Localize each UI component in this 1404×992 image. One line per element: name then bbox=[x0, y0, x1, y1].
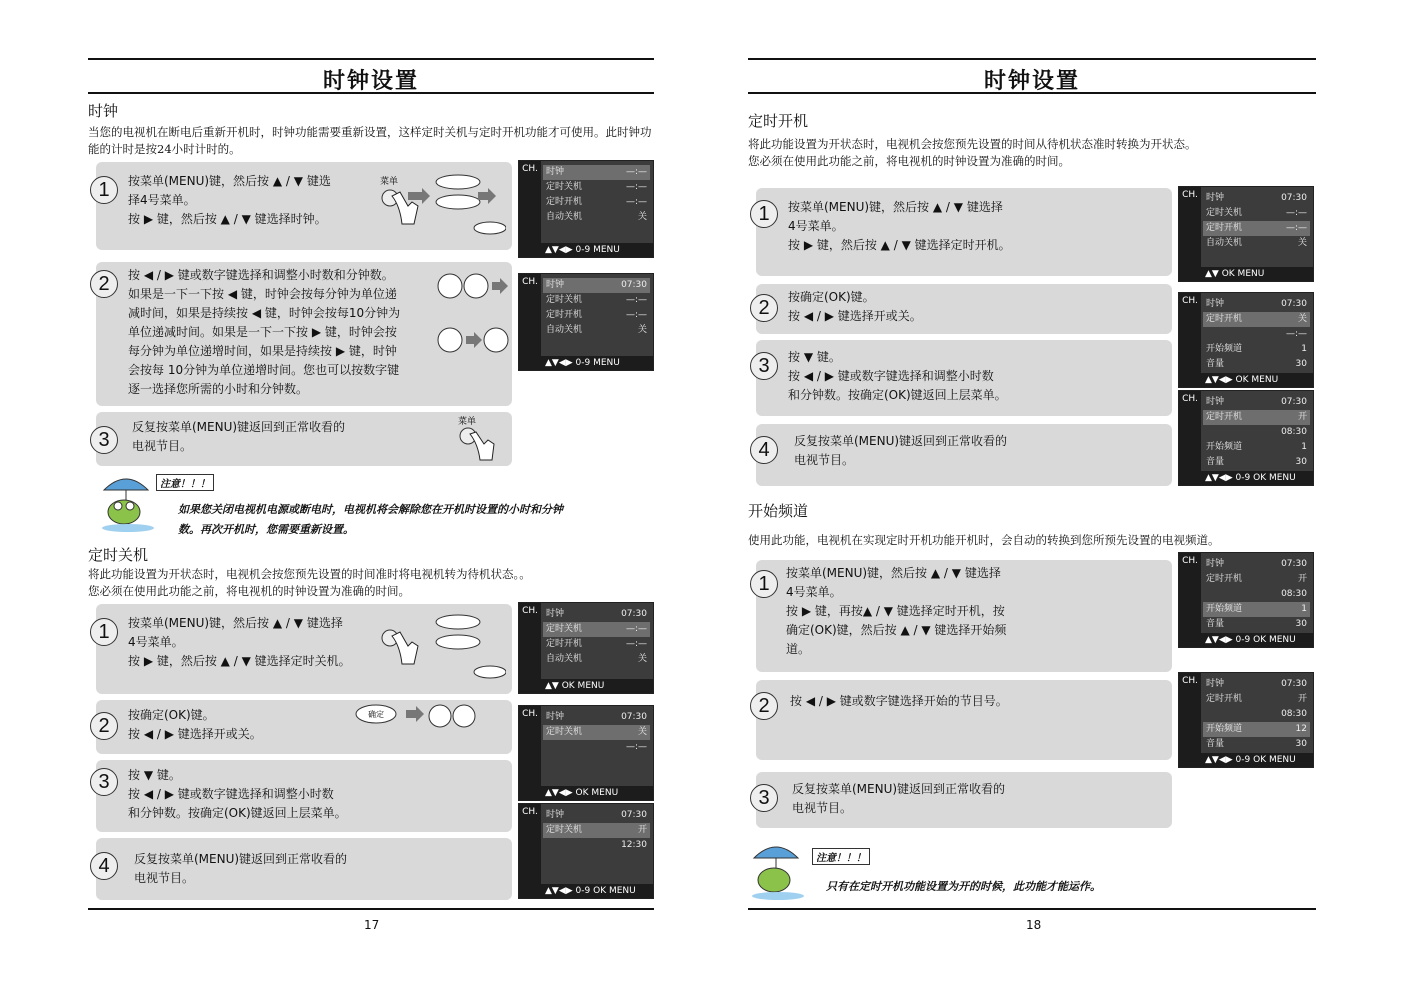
step-text: 按菜单(MENU)键，然后按 ▲ / ▼ 键选择 4号菜单。 按 ▶ 键，然后按 ▲ / ▼ 键选择定时开机。 bbox=[788, 200, 1011, 252]
step-number: 1 bbox=[750, 200, 778, 228]
step-number: 2 bbox=[90, 712, 118, 740]
osd-row: 开始频道 12 bbox=[1203, 722, 1310, 737]
osd-row: —:— bbox=[625, 742, 647, 752]
osd-row: 定时开机 —:— bbox=[546, 310, 647, 320]
osd-row: 定时开机 开 bbox=[1203, 410, 1310, 425]
step-number: 2 bbox=[750, 692, 778, 720]
page-18 bbox=[702, 0, 1404, 992]
step-text: 按确定(OK)键。 按 ◀ / ▶ 键选择开或关。 bbox=[788, 290, 922, 323]
osd-menu: CH. 时钟 07:30 定时关机 —:— 定时开机 —:— 自动关机 关 ▲▼ OK MENU bbox=[1178, 186, 1314, 282]
step-text: 反复按菜单(MENU)键返回到正常收看的 电视节目。 bbox=[134, 852, 348, 885]
top-rule bbox=[748, 58, 1316, 60]
step-number: 3 bbox=[90, 426, 118, 454]
osd-row: 定时开机 关 bbox=[1203, 312, 1310, 327]
osd-menu: CH. 时钟 07:30 定时关机 —:— 定时开机 —:— 自动关机 关 ▲▼ OK MENU bbox=[518, 602, 654, 694]
step-text: 反复按菜单(MENU)键返回到正常收看的 电视节目。 bbox=[132, 420, 346, 453]
step-text: 按 ◀ / ▶ 键或数字键选择和调整小时数和分钟数。 如果是一下一下按 ◀ 键，时钟会按每分钟为单位递 减时间，如果是持续按 ◀ 键，时钟会按每10分钟为 单位递减时间。如果是一下一下按 ▶ 键，时钟会按 每分钟为单位递增时间，如果是持续按 ▶ 键，时钟 会按每 10分钟为单位递增时间。您也可以按数字键 逐一选择您所需的小时和分钟数。 bbox=[128, 268, 401, 396]
clock-heading: 时钟 bbox=[88, 102, 119, 120]
off-timer-intro: 将此功能设置为开状态时，电视机会按您预先设置的时间准时将电视机转为待机状态。。 您必须在使用此功能之前，将电视机的时钟设置为准确的时间。 bbox=[88, 567, 531, 598]
menu-button-hand-icon bbox=[456, 414, 496, 468]
osd-menu: CH. 时钟 07:30 定时开机 开 08:30 开始频道 12 音量 30 ▲▼◀▶ 0-9 OK MENU bbox=[1178, 672, 1314, 768]
clock-step-3 bbox=[96, 412, 512, 466]
osd-row: 音量 30 bbox=[1206, 359, 1307, 369]
channel-step-2 bbox=[756, 680, 1172, 760]
channel-step-1 bbox=[756, 560, 1172, 672]
osd-menu: CH. 时钟 07:30 定时开机 关 —:— 开始频道 1 音量 30 ▲▼◀▶ OK MENU bbox=[1178, 292, 1314, 388]
on-timer-heading: 定时开机 bbox=[748, 112, 809, 130]
step-text: 按 ▼ 键。 按 ◀ / ▶ 键或数字键选择和调整小时数 和分钟数。按确定(OK)键返回上层菜单。 bbox=[128, 768, 347, 820]
svg-text:菜单: 菜单 bbox=[458, 417, 477, 427]
osd-row: 开始频道 1 bbox=[1206, 344, 1307, 354]
osd-menu: CH. 时钟 07:30 定时关机 关 —:— ▲▼◀▶ OK MENU bbox=[518, 705, 654, 801]
page-title: 时钟设置 bbox=[983, 69, 1080, 94]
top-rule bbox=[88, 58, 654, 60]
osd-row: 时钟 07:30 bbox=[1206, 559, 1307, 569]
osd-menu: CH. 时钟 —:— 定时关机 —:— 定时开机 —:— 自动关机 关 ▲▼◀▶ 0-9 MENU bbox=[518, 160, 654, 258]
off-step-2 bbox=[96, 700, 512, 754]
osd-row: 定时开机 开 bbox=[1206, 574, 1307, 584]
remote-icon bbox=[354, 702, 484, 756]
step-text: 按菜单(MENU)键，然后按 ▲ / ▼ 键选 择4号菜单。 按 ▶ 键，然后按 ▲ / ▼ 键选择时钟。 bbox=[128, 174, 331, 226]
note-label: 注意！！！ bbox=[156, 474, 214, 491]
osd-row bbox=[543, 755, 650, 770]
osd-row: —:— bbox=[1285, 329, 1307, 339]
step-number: 2 bbox=[750, 294, 778, 322]
osd-menu: CH. 时钟 07:30 定时开机 开 08:30 开始频道 1 音量 30 ▲▼◀▶ 0-9 OK MENU bbox=[1178, 552, 1314, 648]
title-rule bbox=[88, 92, 654, 94]
on-step-2 bbox=[756, 284, 1172, 334]
osd-row: 时钟 07:30 bbox=[546, 609, 647, 619]
osd-row: 定时开机 —:— bbox=[546, 639, 647, 649]
osd-row: 自动关机 关 bbox=[546, 212, 647, 222]
bottom-rule bbox=[748, 908, 1316, 910]
step-number: 4 bbox=[750, 436, 778, 464]
osd-row: 时钟 07:30 bbox=[546, 712, 647, 722]
svg-text:确定: 确定 bbox=[368, 710, 384, 719]
osd-row: 时钟 07:30 bbox=[546, 810, 647, 820]
page-number: 18 bbox=[1026, 918, 1042, 932]
osd-row: 定时关机 开 bbox=[543, 823, 650, 838]
osd-row: 12:30 bbox=[621, 840, 647, 850]
osd-row: 自动关机 关 bbox=[546, 325, 647, 335]
page-title: 时钟设置 bbox=[322, 69, 419, 94]
osd-row: 08:30 bbox=[1281, 427, 1307, 437]
osd-row: 08:30 bbox=[1281, 709, 1307, 719]
step-text: 按 ▼ 键。 按 ◀ / ▶ 键或数字键选择和调整小时数 和分钟数。按确定(OK)键返回上层菜单。 bbox=[788, 350, 1007, 402]
remote-icon bbox=[378, 170, 506, 252]
on-step-4 bbox=[756, 424, 1172, 486]
osd-row: 定时开机 开 bbox=[1206, 694, 1307, 704]
step-number: 1 bbox=[90, 176, 118, 204]
off-step-3 bbox=[96, 760, 512, 832]
note-label: 注意！！！ bbox=[812, 848, 870, 865]
step-text: 按菜单(MENU)键，然后按 ▲ / ▼ 键选择 4号菜单。 按 ▶ 键，然后按 ▲ / ▼ 键选择定时关机。 bbox=[128, 616, 351, 668]
osd-row: 开始频道 1 bbox=[1203, 602, 1310, 617]
step-text: 按 ◀ / ▶ 键或数字键选择开始的节目号。 bbox=[790, 694, 1008, 708]
clock-step-1 bbox=[96, 162, 512, 250]
start-channel-heading: 开始频道 bbox=[748, 502, 809, 520]
remote-icon bbox=[378, 610, 506, 694]
off-step-1 bbox=[96, 604, 512, 694]
step-text: 反复按菜单(MENU)键返回到正常收看的 电视节目。 bbox=[794, 434, 1008, 467]
step-number: 3 bbox=[90, 768, 118, 796]
osd-row: 开始频道 1 bbox=[1206, 442, 1307, 452]
osd-row: 时钟 07:30 bbox=[1206, 299, 1307, 309]
svg-text:菜单: 菜单 bbox=[380, 177, 399, 187]
step-number: 1 bbox=[90, 618, 118, 646]
osd-menu: CH. 时钟 07:30 定时关机 —:— 定时开机 —:— 自动关机 关 ▲▼◀▶ 0-9 MENU bbox=[518, 273, 654, 371]
osd-row: 定时关机 关 bbox=[543, 725, 650, 740]
osd-row: 自动关机 关 bbox=[546, 654, 647, 664]
remote-icon bbox=[436, 266, 510, 360]
frog-umbrella-icon bbox=[100, 472, 156, 536]
title-rule bbox=[748, 92, 1316, 94]
osd-row bbox=[543, 853, 650, 868]
channel-step-3 bbox=[756, 772, 1172, 828]
page-number: 17 bbox=[364, 918, 380, 932]
osd-row: 定时关机 —:— bbox=[546, 182, 647, 192]
osd-row: 自动关机 关 bbox=[1206, 238, 1307, 248]
osd-row: 定时关机 —:— bbox=[1206, 208, 1307, 218]
channel-note: 只有在定时开机功能设置为开的时候，此功能才能运作。 bbox=[826, 880, 1101, 893]
osd-row: 音量 30 bbox=[1206, 619, 1307, 629]
clock-step-2 bbox=[96, 262, 512, 406]
osd-row: 定时开机 —:— bbox=[1203, 221, 1310, 236]
osd-row: 音量 30 bbox=[1206, 457, 1307, 467]
osd-menu: CH. 时钟 07:30 定时开机 开 08:30 开始频道 1 音量 30 ▲▼◀▶ 0-9 OK MENU bbox=[1178, 390, 1314, 486]
osd-row: 定时关机 —:— bbox=[543, 622, 650, 637]
step-text: 按确定(OK)键。 按 ◀ / ▶ 键选择开或关。 bbox=[128, 708, 262, 741]
on-step-1 bbox=[756, 188, 1172, 276]
step-text: 反复按菜单(MENU)键返回到正常收看的 电视节目。 bbox=[792, 782, 1006, 815]
off-step-4 bbox=[96, 838, 512, 900]
off-timer-heading: 定时关机 bbox=[88, 546, 149, 564]
osd-row: 时钟 —:— bbox=[543, 165, 650, 180]
osd-row: 时钟 07:30 bbox=[1206, 193, 1307, 203]
step-text: 按菜单(MENU)键，然后按 ▲ / ▼ 键选择 4号菜单。 按 ▶ 键，再按▲ / ▼ 键选择定时开机，按 确定(OK)键，然后按 ▲ / ▼ 键选择开始频 道。 bbox=[786, 566, 1007, 656]
osd-row: 时钟 07:30 bbox=[1206, 397, 1307, 407]
osd-row: 时钟 07:30 bbox=[543, 278, 650, 293]
clock-intro: 当您的电视机在断电后重新开机时，时钟功能需要重新设置，这样定时关机与定时开机功能才可使用。此时钟功能的计时是按24小时计时的。 bbox=[88, 125, 652, 156]
start-channel-intro: 使用此功能，电视机在实现定时开机功能开机时，会自动的转换到您所预先设置的电视频道。 bbox=[748, 533, 1220, 547]
osd-row: 定时关机 —:— bbox=[546, 295, 647, 305]
osd-row: 音量 30 bbox=[1206, 739, 1307, 749]
bottom-rule bbox=[88, 908, 654, 910]
osd-row: 08:30 bbox=[1281, 589, 1307, 599]
step-number: 3 bbox=[750, 784, 778, 812]
osd-row: 定时开机 —:— bbox=[546, 197, 647, 207]
osd-menu: CH. 时钟 07:30 定时关机 开 12:30 ▲▼◀▶ 0-9 OK MENU bbox=[518, 803, 654, 899]
on-timer-intro: 将此功能设置为开状态时，电视机会按您预先设置的时间从待机状态准时转换为开状态。 您必须在使用此功能之前，将电视机的时钟设置为准确的时间。 bbox=[748, 137, 1197, 168]
osd-row: 时钟 07:30 bbox=[1206, 679, 1307, 689]
step-number: 2 bbox=[90, 270, 118, 298]
frog-umbrella-icon bbox=[750, 840, 806, 904]
step-number: 1 bbox=[750, 570, 778, 598]
step-number: 4 bbox=[90, 852, 118, 880]
on-step-3 bbox=[756, 340, 1172, 416]
clock-note: 如果您关闭电视机电源或断电时，电视机将会解除您在开机时设置的小时和分钟 数。再次开机时，您需要重新设置。 bbox=[178, 503, 563, 536]
step-number: 3 bbox=[750, 352, 778, 380]
